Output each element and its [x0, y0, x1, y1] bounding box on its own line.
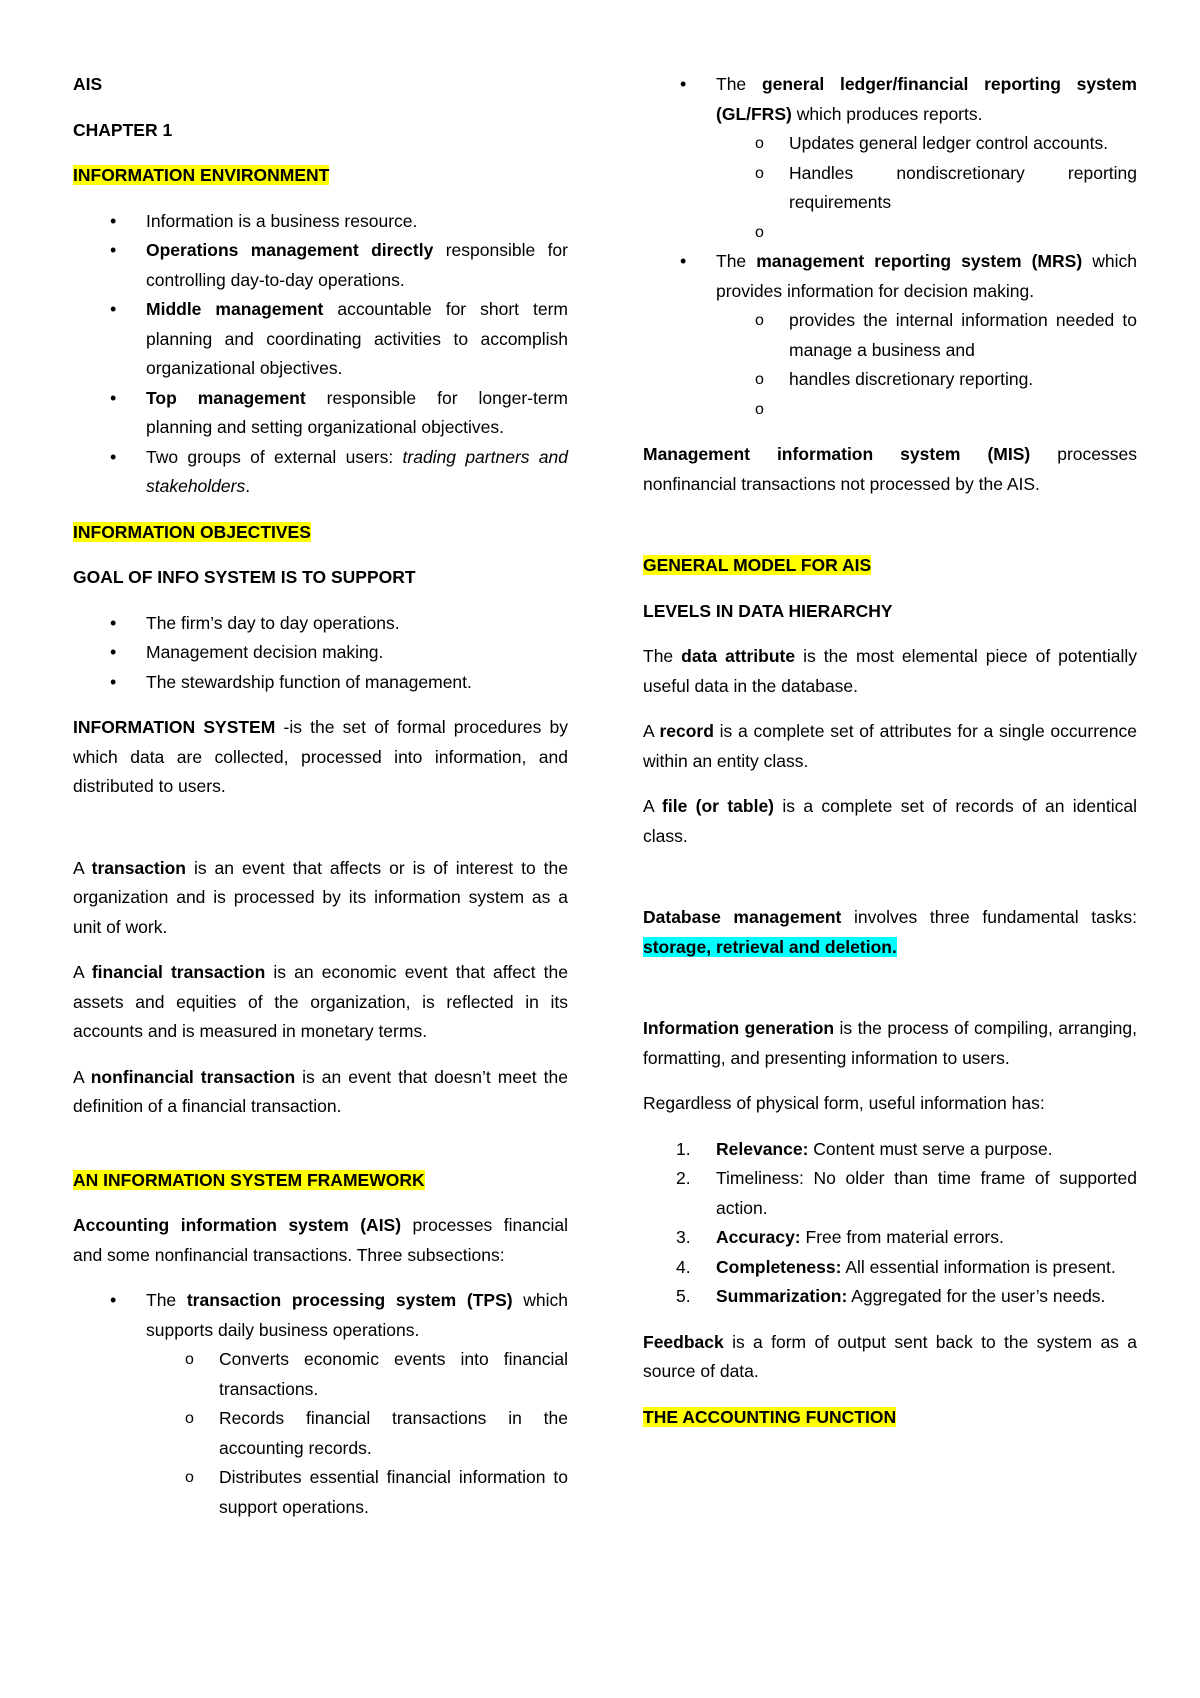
mrs-sublist — [716, 306, 1137, 424]
sub-list-item: o Updates general ledger control accounts. — [643, 129, 1137, 159]
levels-heading: LEVELS IN DATA HIERARCHY — [643, 600, 893, 621]
info-system-paragraph: INFORMATION SYSTEM -is the set of formal procedures by which data are collected, processed into information, and distributed to users. — [73, 717, 569, 796]
list-item: • The general ledger/financial reporting system (GL/FRS) which produces reports. o Updates general ledger control accounts. o Handles nondiscretionary reporting requirements o — [643, 70, 1137, 247]
record-paragraph: A record is a complete set of attributes for a single occurrence within an entity class. — [643, 721, 1137, 771]
list-item: 2. Timeliness: No older than time frame of supported action. — [676, 1168, 1137, 1218]
sub-list-item: o Handles nondiscretionary reporting requirements — [643, 159, 1137, 218]
qualities-list — [643, 1135, 1137, 1312]
list-item: • Two groups of external users: trading partners and stakeholders. — [73, 443, 568, 502]
sub-list-item: o Converts economic events into financial transactions. — [73, 1345, 568, 1404]
tps-sublist — [146, 1345, 568, 1522]
info-objectives-heading: INFORMATION OBJECTIVES — [73, 521, 311, 542]
env-list — [73, 207, 568, 502]
mis-paragraph: Management information system (MIS) processes nonfinancial transactions not processed by the AIS. — [643, 444, 1137, 494]
glfrs-list — [643, 70, 1137, 424]
list-item: • The firm’s day to day operations. — [73, 609, 568, 639]
database-management-paragraph: Database management involves three fundamental tasks: storage, retrieval and deletion. — [643, 907, 1137, 957]
tps-list — [73, 1286, 568, 1522]
info-generation-paragraph: Information generation is the process of compiling, arranging, formatting, and presenting information to users. — [643, 1018, 1138, 1068]
nonfinancial-transaction-paragraph: A nonfinancial transaction is an event that doesn’t meet the definition of a financial transaction. — [73, 1066, 568, 1116]
accounting-function-heading: THE ACCOUNTING FUNCTION — [643, 1406, 897, 1427]
regardless-paragraph: Regardless of physical form, useful information has: — [643, 1093, 1045, 1113]
doc-title: AIS — [73, 74, 103, 94]
info-environment-heading: INFORMATION ENVIRONMENT — [73, 165, 330, 185]
goal-heading: GOAL OF INFO SYSTEM IS TO SUPPORT — [73, 567, 416, 587]
right-column — [643, 70, 1137, 1448]
list-item: • Operations management directly responsible for controlling day-to-day operations. — [73, 236, 568, 295]
list-item: • The transaction processing system (TPS) which supports daily business operations. o Converts economic events into financial transactions. o Records financial transactions in the accounting records. o Distributes essential financial information to support operations. — [73, 1286, 568, 1522]
list-item: 3. Accuracy: Free from material errors. — [676, 1227, 1004, 1247]
list-item: • The management reporting system (MRS) which provides information for decision making. o provides the internal information needed to manage a business and o handles discretionary reporting. o — [643, 247, 1137, 424]
general-model-heading: GENERAL MODEL FOR AIS — [643, 555, 872, 575]
sub-list-item — [643, 395, 1137, 425]
left-column — [73, 70, 568, 1538]
sub-list-item: o provides the internal information needed to manage a business and — [643, 306, 1137, 365]
framework-heading: AN INFORMATION SYSTEM FRAMEWORK — [73, 1169, 425, 1190]
ais-paragraph: Accounting information system (AIS) processes financial and some nonfinancial transactions. Three subsections: — [73, 1215, 568, 1265]
list-item: • Top management responsible for longer-term planning and setting organizational objectives. — [73, 384, 568, 443]
goal-list — [73, 609, 568, 698]
feedback-paragraph: Feedback is a form of output sent back to the system as a source of data. — [643, 1331, 1137, 1381]
glfrs-sublist — [716, 129, 1137, 247]
list-item: • Middle management accountable for short term planning and coordinating activities to accomplish organizational objectives. — [73, 295, 568, 384]
file-paragraph: A file (or table) is a complete set of records of an identical class. — [643, 796, 1137, 846]
list-item: • Information is a business resource. — [73, 207, 568, 237]
list-item: • Management decision making. — [73, 638, 568, 668]
list-item: • The stewardship function of management. — [73, 668, 568, 698]
list-item: 5. Summarization: Aggregated for the user’s needs. — [676, 1286, 1106, 1306]
list-item: 1. Relevance: Content must serve a purpose. — [676, 1138, 1053, 1159]
transaction-paragraph: A transaction is an event that affects or is of interest to the organization and is processed by its information system as a unit of work. — [73, 857, 568, 937]
sub-list-item — [643, 218, 1137, 248]
data-attribute-paragraph: The data attribute is the most elemental piece of potentially useful data in the database. — [643, 646, 1137, 696]
sub-list-item: o Distributes essential financial information to support operations. — [73, 1463, 568, 1522]
list-item: 4. Completeness: All essential information is present. — [676, 1256, 1116, 1277]
sub-list-item: o handles discretionary reporting. — [643, 365, 1137, 395]
sub-list-item: o Records financial transactions in the accounting records. — [73, 1404, 568, 1463]
chapter-heading: CHAPTER 1 — [73, 119, 173, 140]
financial-transaction-paragraph: A financial transaction is an economic event that affect the assets and equities of the organization, is reflected in its accounts and is measured in monetary terms. — [73, 962, 568, 1041]
